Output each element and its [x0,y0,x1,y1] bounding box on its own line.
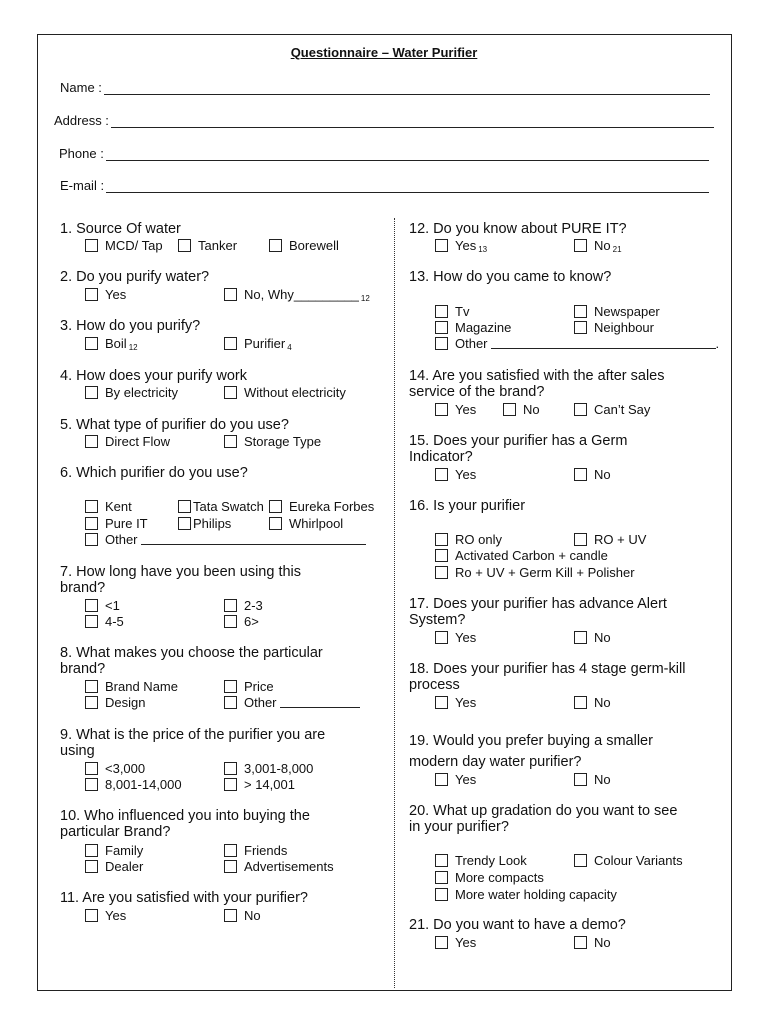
q14-option-2[interactable]: No [503,401,540,417]
checkbox[interactable] [178,517,191,530]
q8-other-line[interactable] [280,696,360,708]
q12-option-2[interactable]: No 21 [574,237,622,253]
q1-option-2[interactable]: Tanker [178,237,237,253]
checkbox[interactable] [85,615,98,628]
checkbox[interactable] [85,696,98,709]
checkbox[interactable] [224,680,237,693]
checkbox[interactable] [178,239,191,252]
q14-option-3[interactable]: Can’t Say [574,401,650,417]
q12-option-1[interactable]: Yes 13 [435,237,487,253]
q5-option-1[interactable]: Direct Flow [85,433,170,449]
q20-option-2[interactable]: Colour Variants [574,852,683,868]
checkbox[interactable] [435,305,448,318]
checkbox[interactable] [435,403,448,416]
checkbox[interactable] [224,615,237,628]
q10-option-2[interactable]: Friends [224,842,287,858]
checkbox[interactable] [574,321,587,334]
q10-option-4[interactable]: Advertisements [224,858,334,874]
checkbox[interactable] [574,533,587,546]
phone-line[interactable] [106,148,709,161]
checkbox[interactable] [435,468,448,481]
q20-option-1[interactable]: Trendy Look [435,852,527,868]
q16-text: 16. Is your purifier [409,498,526,514]
q6-text: 6. Which purifier do you use? [60,465,248,481]
q15-text: 15. Does your purifier has a Germ Indicator? [409,433,628,465]
name-label: Name : [60,80,102,95]
checkbox[interactable] [574,696,587,709]
checkbox[interactable] [224,288,237,301]
checkbox[interactable] [435,566,448,579]
email-field[interactable] [60,175,709,193]
checkbox[interactable] [224,778,237,791]
name-line[interactable] [104,82,710,95]
q6-option-6[interactable]: Whirlpool [269,515,343,531]
q13-option-4[interactable]: Neighbour [574,319,654,335]
checkbox[interactable] [224,844,237,857]
q7-option-2[interactable]: 2-3 [224,597,263,613]
q18-option-1[interactable]: Yes [435,694,476,710]
address-line[interactable] [111,115,714,128]
checkbox[interactable] [574,239,587,252]
q15-option-2[interactable]: No [574,466,611,482]
q13-option-5[interactable]: Other . [435,335,719,351]
q6-option-2[interactable]: Tata Swatch [178,498,264,514]
q2-text: 2. Do you purify water? [60,269,210,285]
q13-option-2[interactable]: Newspaper [574,303,660,319]
q1-text: 1. Source Of water [60,221,181,237]
checkbox[interactable] [224,696,237,709]
q9-option-4[interactable]: > 14,001 [224,776,295,792]
checkbox[interactable] [85,599,98,612]
q17-option-1[interactable]: Yes [435,629,476,645]
checkbox[interactable] [435,631,448,644]
q19-option-1[interactable]: Yes [435,771,476,787]
q13-text: 13. How do you came to know? [409,269,612,285]
q18-text: 18. Does your purifier has 4 stage germ-kill process [409,661,686,693]
checkbox[interactable] [435,321,448,334]
checkbox[interactable] [269,239,282,252]
checkbox[interactable] [574,305,587,318]
q16-option-2[interactable]: RO + UV [574,531,646,547]
checkbox[interactable] [435,936,448,949]
checkbox[interactable] [85,337,98,350]
address-label: Address : [54,113,109,128]
checkbox[interactable] [224,337,237,350]
checkbox[interactable] [224,599,237,612]
checkbox[interactable] [85,844,98,857]
column-divider [394,218,395,988]
q6-option-1[interactable]: Kent [85,498,132,514]
checkbox[interactable] [435,773,448,786]
checkbox[interactable] [435,549,448,562]
q7-option-4[interactable]: 6> [224,613,259,629]
q14-text: 14. Are you satisfied with the after sales service of the brand? [409,368,665,400]
checkbox[interactable] [224,435,237,448]
q16-option-1[interactable]: RO only [435,531,502,547]
checkbox[interactable] [178,500,191,513]
q12-text: 12. Do you know about PURE IT? [409,221,627,237]
q7-option-1[interactable]: <1 [85,597,120,613]
checkbox[interactable] [85,860,98,873]
checkbox[interactable] [85,239,98,252]
checkbox[interactable] [85,386,98,399]
q2-option-2[interactable]: No, Why_________ 12 [224,286,370,302]
q10-text: 10. Who influenced you into buying the particular Brand? [60,808,310,840]
checkbox[interactable] [85,517,98,530]
checkbox[interactable] [85,500,98,513]
checkbox[interactable] [435,871,448,884]
checkbox[interactable] [85,778,98,791]
q4-option-2[interactable]: Without electricity [224,384,346,400]
q5-option-2[interactable]: Storage Type [224,433,321,449]
q9-text: 9. What is the price of the purifier you are using [60,727,326,759]
checkbox[interactable] [435,239,448,252]
q1-option-3[interactable]: Borewell [269,237,339,253]
q8-text: 8. What makes you choose the particular brand? [60,645,323,677]
checkbox[interactable] [435,854,448,867]
q6-other-line[interactable] [141,533,366,545]
q7-text: 7. How long have you been using this brand? [60,564,302,596]
checkbox[interactable] [435,888,448,901]
checkbox[interactable] [574,773,587,786]
q13-option-1[interactable]: Tv [435,303,469,319]
q11-option-1[interactable]: Yes [85,907,126,923]
address-field[interactable] [54,110,714,128]
q6-option-7[interactable]: Other [85,531,366,547]
q15-option-1[interactable]: Yes [435,466,476,482]
email-line[interactable] [106,180,709,193]
q8-option-4[interactable]: Other [224,694,360,710]
q20-text: 20. What up gradation do you want to see in your purifier? [409,803,678,835]
checkbox[interactable] [269,517,282,530]
q10-option-1[interactable]: Family [85,842,143,858]
q16-option-3[interactable]: Activated Carbon + candle [435,547,608,563]
q2-option-1[interactable]: Yes [85,286,126,302]
checkbox[interactable] [435,696,448,709]
q6-option-4[interactable]: Pure IT [85,515,148,531]
q11-option-2[interactable]: No [224,907,261,923]
q3-option-1[interactable]: Boil 12 [85,335,138,351]
checkbox[interactable] [224,860,237,873]
q16-option-4[interactable]: Ro + UV + Germ Kill + Polisher [435,564,635,580]
checkbox[interactable] [85,762,98,775]
checkbox[interactable] [85,435,98,448]
q7-option-3[interactable]: 4-5 [85,613,124,629]
checkbox[interactable] [574,631,587,644]
form-title: Questionnaire – Water Purifier [290,45,478,60]
q1-option-1[interactable]: MCD/ Tap [85,237,163,253]
q5-text: 5. What type of purifier do you use? [60,417,289,433]
q8-option-2[interactable]: Price [224,678,274,694]
q20-option-4[interactable]: More water holding capacity [435,886,617,902]
checkbox[interactable] [269,500,282,513]
q17-option-2[interactable]: No [574,629,611,645]
checkbox[interactable] [435,533,448,546]
q6-option-3[interactable]: Eureka Forbes [269,498,374,514]
q14-option-1[interactable]: Yes [435,401,476,417]
q4-option-1[interactable]: By electricity [85,384,178,400]
checkbox[interactable] [224,762,237,775]
q17-text: 17. Does your purifier has advance Alert System? [409,596,667,628]
checkbox[interactable] [574,936,587,949]
checkbox[interactable] [435,337,448,350]
q18-option-2[interactable]: No [574,694,611,710]
q21-option-1[interactable]: Yes [435,934,476,950]
checkbox[interactable] [224,386,237,399]
q10-option-3[interactable]: Dealer [85,858,143,874]
q9-option-1[interactable]: <3,000 [85,760,145,776]
q3-text: 3. How do you purify? [60,318,201,334]
email-label: E-mail : [60,178,105,193]
checkbox[interactable] [85,288,98,301]
q19-text: 19. Would you prefer buying a smaller modern day water purifier? [409,733,653,770]
checkbox[interactable] [574,468,587,481]
q20-option-3[interactable]: More compacts [435,869,544,885]
checkbox[interactable] [85,909,98,922]
q13-other-line[interactable] [491,337,716,349]
checkbox[interactable] [574,403,587,416]
checkbox[interactable] [85,533,98,546]
q13-option-3[interactable]: Magazine [435,319,511,335]
checkbox[interactable] [574,854,587,867]
q8-option-1[interactable]: Brand Name [85,678,178,694]
checkbox[interactable] [85,680,98,693]
q11-text: 11. Are you satisfied with your purifier? [60,890,308,906]
q21-option-2[interactable]: No [574,934,611,950]
q8-option-3[interactable]: Design [85,694,145,710]
checkbox[interactable] [224,909,237,922]
checkbox[interactable] [503,403,516,416]
q9-option-3[interactable]: 8,001-14,000 [85,776,182,792]
phone-field[interactable] [59,143,709,161]
q19-option-2[interactable]: No [574,771,611,787]
q9-option-2[interactable]: 3,001-8,000 [224,760,313,776]
name-field[interactable] [60,77,710,95]
phone-label: Phone : [59,146,104,161]
q4-text: 4. How does your purify work [60,368,247,384]
q3-option-2[interactable]: Purifier 4 [224,335,292,351]
q6-option-5[interactable]: Philips [178,515,231,531]
q21-text: 21. Do you want to have a demo? [409,917,626,933]
